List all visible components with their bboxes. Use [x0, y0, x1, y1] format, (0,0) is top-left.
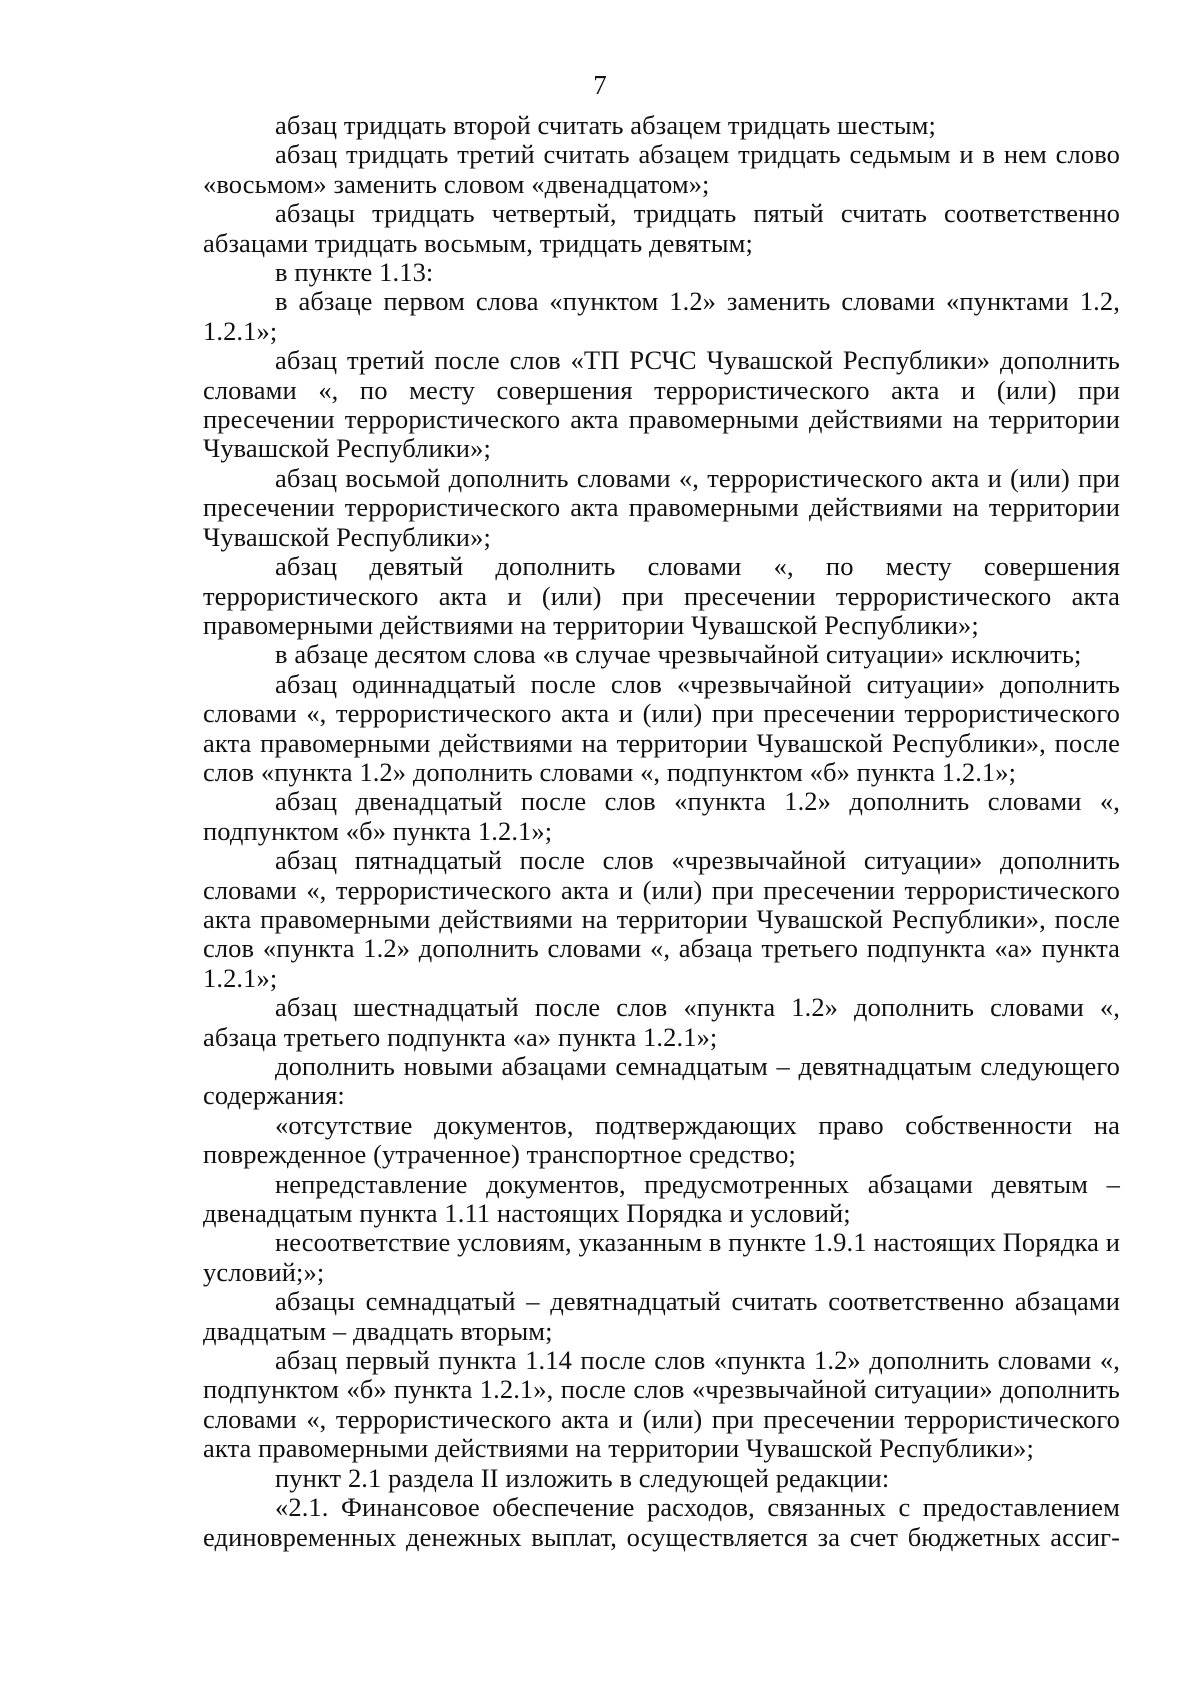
paragraph: «2.1. Финансовое обеспечение расходов, связанных с предоставлением единовременных денежных выплат, осуществляется за счет бюджетных ассиг-	[203, 1492, 1120, 1552]
paragraph: абзац тридцать второй считать абзацем тридцать шестым;	[275, 110, 936, 140]
paragraph: в пункте 1.13:	[275, 257, 434, 288]
paragraph: абзац тридцать третий считать абзацем тридцать седьмым и в нем слово «восьмом» заменить словом «двенадцатом»;	[203, 139, 1120, 199]
page-number: 7	[593, 70, 607, 100]
paragraph: абзацы семнадцатый – девятнадцатый считать соответственно абзацами двадцатым – двадцать вторым;	[203, 1286, 1120, 1346]
paragraph: абзацы тридцать четвертый, тридцать пятый считать соответственно абзацами тридцать восьмым, тридцать девятым;	[203, 198, 1120, 258]
paragraph: пункт 2.1 раздела II изложить в следующей редакции:	[275, 1462, 890, 1493]
paragraph: дополнить новыми абзацами семнадцатым – девятнадцатым следующего содержания:	[203, 1051, 1120, 1111]
paragraph: абзац первый пункта 1.14 после слов «пункта 1.2» дополнить словами «, подпунктом «б» пункта 1.2.1», после слов «чрезвычайной ситуации» дополнить словами «, террористического акта и (или) при пресечении террористического акта правомерными действиями на территории Чувашской Республики»;	[203, 1345, 1120, 1464]
paragraph: абзац одиннадцатый после слов «чрезвычайной ситуации» дополнить словами «, террористического акта и (или) при пресечении террористического акта правомерными действиями на территории Чувашской Республики», после слов «пункта 1.2» дополнить словами «, подпунктом «б» пункта 1.2.1»;	[203, 668, 1120, 787]
paragraph: абзац девятый дополнить словами «, по месту совершения террористического акта и (или) при пресечении террористического акта правомерными действиями на территории Чувашской Республики»;	[203, 551, 1120, 640]
paragraph: абзац пятнадцатый после слов «чрезвычайной ситуации» дополнить словами «, террористического акта и (или) при пресечении террористического акта правомерными действиями на территории Чувашской Республики», после слов «пункта 1.2» дополнить словами «, абзаца третьего подпункта «а» пункта 1.2.1»;	[203, 845, 1120, 993]
paragraph: в абзаце первом слова «пунктом 1.2» заменить словами «пунктами 1.2, 1.2.1»;	[203, 286, 1120, 346]
paragraph: абзац шестнадцатый после слов «пункта 1.2» дополнить словами «, абзаца третьего подпункта «а» пункта 1.2.1»;	[203, 992, 1120, 1052]
paragraph: непредставление документов, предусмотренных абзацами девятым – двенадцатым пункта 1.11 настоящих Порядка и условий;	[203, 1168, 1120, 1229]
document-body	[203, 111, 1120, 1552]
paragraph: в абзаце десятом слова «в случае чрезвычайной ситуации» исключить;	[275, 639, 1082, 670]
paragraph: «отсутствие документов, подтверждающих право собственности на поврежденное (утраченное) транспортное средство;	[203, 1109, 1120, 1170]
paragraph: абзац восьмой дополнить словами «, террористического акта и (или) при пресечении террористического акта правомерными действиями на территории Чувашской Республики»;	[203, 462, 1120, 552]
paragraph: несоответствие условиям, указанным в пункте 1.9.1 настоящих Порядка и условий;»;	[203, 1227, 1120, 1287]
paragraph: абзац третий после слов «ТП РСЧС Чувашской Республики» дополнить словами «, по месту совершения террористического акта и (или) при пресечении террористического акта правомерными действиями на территории Чувашской Республики»;	[203, 345, 1120, 464]
paragraph: абзац двенадцатый после слов «пункта 1.2» дополнить словами «, подпунктом «б» пункта 1.2.1»;	[203, 786, 1120, 846]
